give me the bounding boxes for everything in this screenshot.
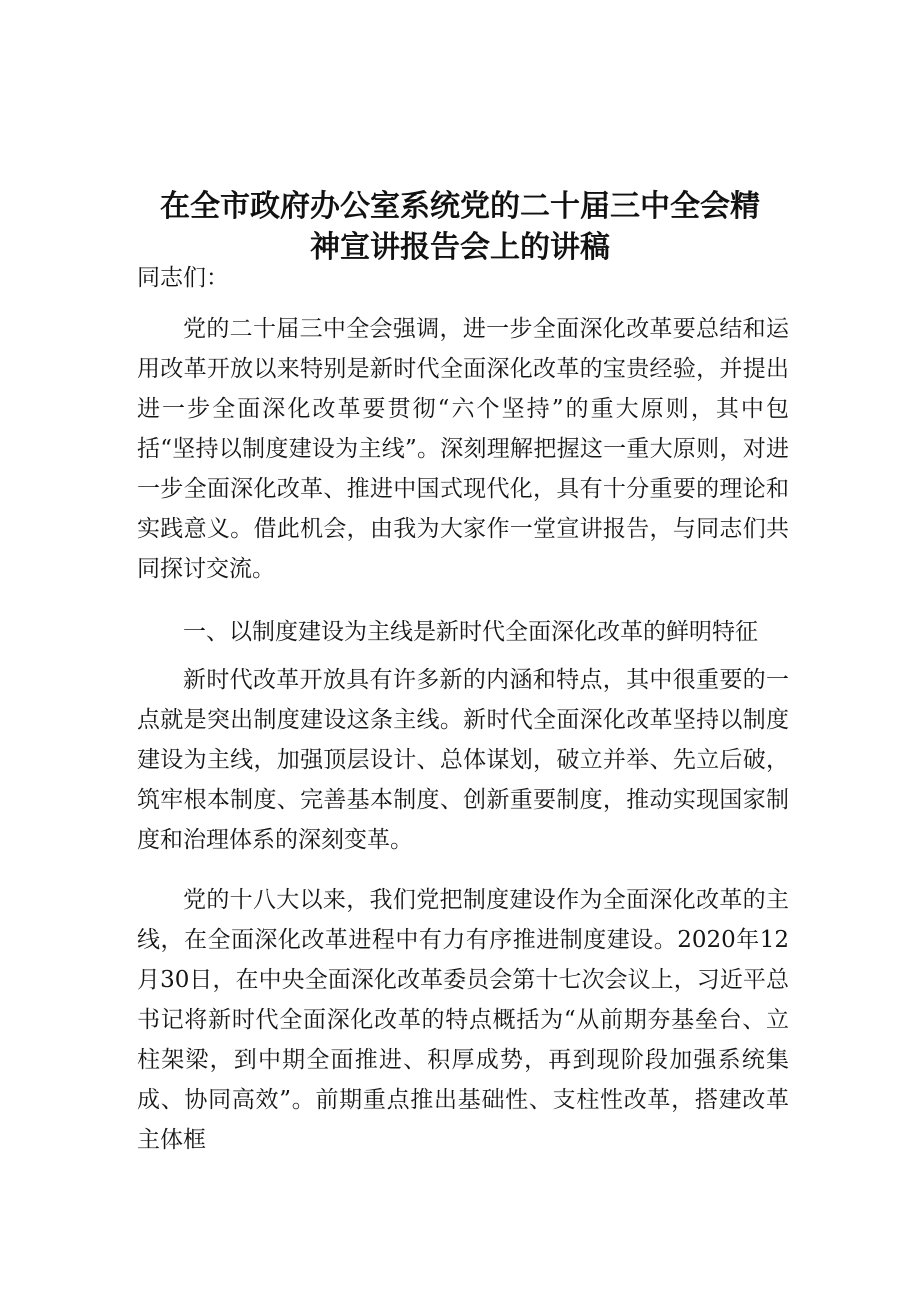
paragraph-section-1-b: 党的十八大以来，我们党把制度建设作为全面深化改革的主线，在全面深化改革进程中有力有序推进制度建设。2020年12月30日，在中央全面深化改革委员会第十七次会议上，习近平总书记将新时代全面深化改革的特点概括为“从前期夯基垒台、立柱架梁，到中期全面推进、积厚成势，再到现阶段加强系统集成、协同高效”。前期重点推出基础性、支柱性改革，搭建改革主体框	[137, 887, 789, 1153]
paragraph-section-1-a: 新时代改革开放具有许多新的内涵和特点，其中很重要的一点就是突出制度建设这条主线。新时代全面深化改革坚持以制度建设为主线，加强顶层设计、总体谋划，破立并举、先立后破，筑牢根本制度、完善基本制度、创新重要制度，推动实现国家制度和治理体系的深刻变革。	[137, 667, 789, 853]
title-line-2: 神宣讲报告会上的讲稿	[310, 230, 610, 266]
paragraph-intro: 党的二十届三中全会强调，进一步全面深化改革要总结和运用改革开放以来特别是新时代全面深化改革的宝贵经验，并提出进一步全面深化改革要贯彻“六个坚持”的重大原则，其中包括“坚持以制度建设为主线”。深刻理解把握这一重大原则，对进一步全面深化改革、推进中国式现代化，具有十分重要的理论和实践意义。借此机会，由我为大家作一堂宣讲报告，与同志们共同探讨交流。	[137, 316, 789, 582]
greeting: 同志们：	[137, 265, 229, 291]
document-title	[120, 186, 800, 268]
title-line-1: 在全市政府办公室系统党的二十届三中全会精	[160, 189, 760, 225]
section-heading-1: 一、以制度建设为主线是新时代全面深化改革的鲜明特征	[183, 619, 758, 645]
